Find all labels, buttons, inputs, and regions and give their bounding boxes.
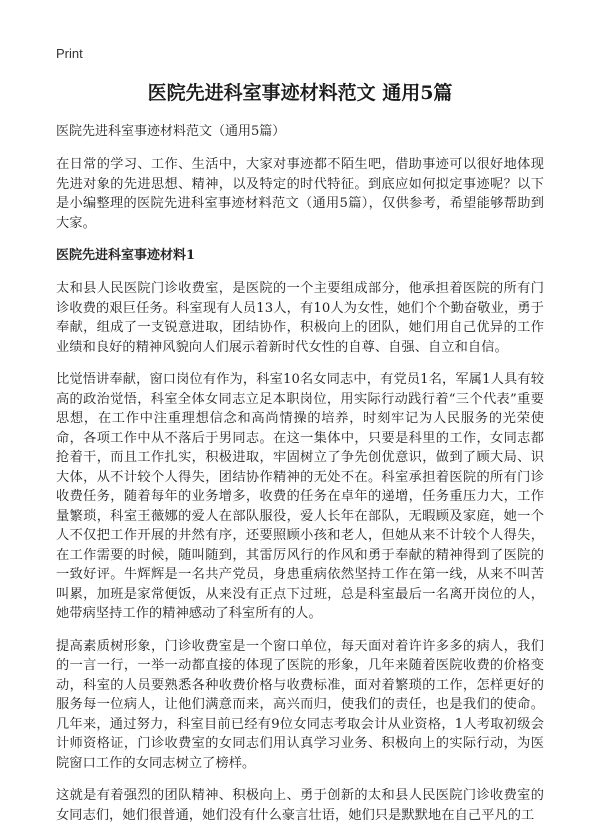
section-heading: 医院先进科室事迹材料1 bbox=[56, 248, 196, 263]
page-title: 医院先进科室事迹材料范文 通用5篇 bbox=[147, 82, 453, 104]
document-subtitle: 医院先进科室事迹材料范文（通用5篇） bbox=[56, 124, 286, 139]
print-link[interactable]: Print bbox=[56, 46, 83, 61]
document-body bbox=[56, 122, 544, 828]
body-paragraph-2: 比觉悟讲奉献，窗口岗位有作为，科室10名女同志中，有党员1名，军属1人具有较高的政治觉悟，科室全体女同志立足本职岗位，用实际行动践行着“三个代表”重要思想，在工作中注重理想信念和高尚情操的培养，时刻牢记为人民服务的光荣使命，各项工作中从不落后于男同志。在这一集体中，只要是科里的工作，女同志都抢着干，而且工作扎实，积极进取，牢固树立了争先创优意识，做到了顾大局、识大体，从不计较个人得失，团结协作精神的无处不在。科室承担着医院的所有门诊收费任务，随着每年的业务增多，收费的任务在卓年的递增，任务重压力大，工作量繁琐，科室王薇娜的爱人在部队服役，爱人长年在部队，无暇顾及家庭，她一个人不仅把工作开展的井然有序，还要照顾小孩和老人，但她从来不计较个人得失，在工作需要的时候，随叫随到，其雷厉风行的作风和勇于奉献的精神得到了医院的一致好评。牛辉辉是一名共产党员，身患重病依然坚持工作在第一线，从来不叫苦叫累，加班是家常便饭，从来没有正点下过班，总是科室最后一名离开岗位的人，她带病坚持工作的精神感动了科室所有的人。 bbox=[56, 372, 544, 621]
body-paragraph-3: 提高素质树形象，门诊收费室是一个窗口单位，每天面对着许许多多的病人，我们的一言一行，一举一动都直接的体现了医院的形象，几年来随着医院收费的价格变动，科室的人员要熟悉各种收费价格与收费标准，面对着繁琐的工作，怎样更好的服务每一位病人，让他们满意而来，高兴而归，使我们的责任，也是我们的使命。几年来，通过努力，科室目前已经有9位女同志考取会计从业资格，1人考取初级会计师资格证，门诊收费室的女同志们用认真学习业务、积极向上的实际行动，为医院窗口工作的女同志树立了榜样。 bbox=[56, 638, 544, 771]
body-paragraph-1: 太和县人民医院门诊收费室，是医院的一个主要组成部分，他承担着医院的所有门诊收费的艰巨任务。科室现有人员13人，有10人为女性，她们个个勤奋敬业，勇于奉献，组成了一支锐意进取，团结协作，积极向上的团队，她们用自己优异的工作业绩和良好的精神风貌向人们展示着新时代女性的自尊、自强、自立和自信。 bbox=[56, 281, 544, 355]
intro-paragraph: 在日常的学习、工作、生活中，大家对事迹都不陌生吧，借助事迹可以很好地体现先进对象的先进思想、精神，以及特定的时代特征。到底应如何拟定事迹呢？以下是小编整理的医院先进科室事迹材料范文（通用5篇），仅供参考，希望能够帮助到大家。 bbox=[56, 157, 544, 231]
body-paragraph-4: 这就是有着强烈的团队精神、积极向上、勇于创新的太和县人民医院门诊收费室的女同志们，她们很普通，她们没有什么豪言壮语，她们只是默默地在自己平凡的工 bbox=[56, 788, 544, 823]
